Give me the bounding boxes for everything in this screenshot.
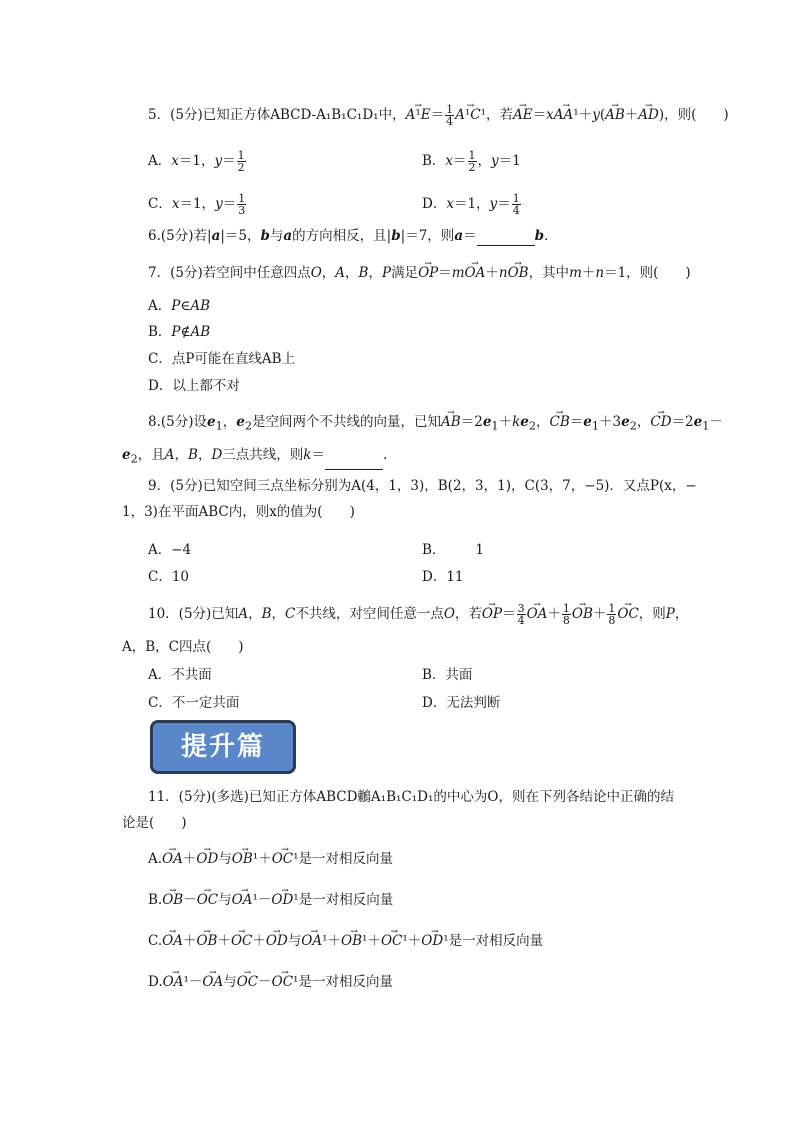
q10-option-c[interactable]: C．不一定共面 bbox=[148, 695, 240, 711]
q9-line1: 9．(5分)已知空间三点坐标分别为A(4，1，3)，B(2，3，1)，C(3，7，−5)．又点P(x，− bbox=[148, 478, 697, 494]
q9-option-b[interactable]: B． 1 bbox=[422, 542, 485, 558]
q10-option-a[interactable]: A．不共面 bbox=[148, 667, 212, 683]
q11-option-c[interactable]: C.→ OA＋→ OB＋→ OC＋→ OD与→ OA¹＋→ OB¹＋→ OC¹＋→ OD¹是一对相反向量 bbox=[148, 930, 543, 951]
q9-line2: 1，3)在平面ABC内，则x的值为( ) bbox=[122, 504, 355, 520]
q6-answer-blank[interactable] bbox=[477, 231, 535, 246]
q11-line2: 论是( ) bbox=[122, 815, 187, 831]
q8-line1: 8.(5分)设$e_1$，$e_2$是空间两个不共线的向量，已知→ $AB=2e_1+ke_2$，→ $CB=e_1+3e_2$，→ $CD=2e_1-$ bbox=[148, 411, 723, 437]
section-banner-advanced: 提升篇 bbox=[150, 720, 296, 774]
q7-option-b[interactable]: B．P∉AB bbox=[148, 324, 211, 340]
q10-option-d[interactable]: D．无法判断 bbox=[422, 695, 501, 711]
q8-line2: $e_2$，且A，B，D三点共线，则k＝ . bbox=[122, 445, 387, 470]
q5-option-b[interactable]: B．x＝ $\frac{1}{2}$ ，y＝1 bbox=[422, 149, 521, 174]
q5-option-c[interactable]: C．x＝1，y＝ $\frac{1}{3}$ bbox=[148, 192, 246, 217]
q9-option-c[interactable]: C．10 bbox=[148, 569, 190, 585]
q10-line2: A，B，C四点( ) bbox=[122, 639, 244, 655]
q11-line1: 11．(5分)(多选)已知正方体ABCD鶒A₁B₁C₁D₁的中心为O，则在下列各结论中正确的结 bbox=[148, 789, 674, 805]
q11-option-b[interactable]: B.→ OB－→ OC与→ OA¹－→ OD¹是一对相反向量 bbox=[148, 889, 393, 910]
q10-option-b[interactable]: B．共面 bbox=[422, 667, 473, 683]
q5-option-d[interactable]: D．x＝1，y＝ $\frac{1}{4}$ bbox=[422, 192, 520, 217]
q11-option-d[interactable]: D.→ OA¹－→ OA与→ OC－→ OC¹是一对相反向量 bbox=[148, 971, 393, 992]
q7-option-c[interactable]: C．点P可能在直线AB上 bbox=[148, 351, 296, 367]
q5-stem: 5．(5分)已知正方体ABCD-A₁B₁C₁D₁中，→ A¹E＝ $\frac{1}{4}$ → A¹C¹，若→ AE＝x→ AA¹＋y(→ AB＋→ AD)，则( ) bbox=[148, 104, 729, 127]
q9-option-d[interactable]: D．11 bbox=[422, 569, 464, 585]
q6-stem: 6.(5分)若|a|＝5，b与a的方向相反，且|b|＝7，则a＝ b. bbox=[148, 228, 549, 244]
q10-line1: 10．(5分)已知A，B，C不共线，对空间任意一点O，若→ OP＝ $\frac{3}{4}$ → OA＋ $\frac{1}{8}$ → OB＋ $\frac{1}{8}$ → OC，则P， bbox=[148, 603, 688, 626]
q5-stem-text: 5．(5分)已知正方体ABCD-A₁B₁C₁D₁中， bbox=[148, 107, 406, 123]
q5-option-a[interactable]: A．x＝1，y＝ $\frac{1}{2}$ bbox=[148, 149, 245, 174]
q7-option-d[interactable]: D．以上都不对 bbox=[148, 378, 240, 394]
q7-option-a[interactable]: A．P∈AB bbox=[148, 298, 210, 314]
q7-stem: 7．(5分)若空间中任意四点O，A，B，P满足→ OP＝m→ OA＋n→ OB，其中m＋n＝1，则( ) bbox=[148, 262, 691, 283]
q9-option-a[interactable]: A．−4 bbox=[148, 542, 192, 558]
q8-answer-blank[interactable] bbox=[325, 455, 383, 470]
q11-option-a[interactable]: A.→ OA＋→ OD与→ OB¹＋→ OC¹是一对相反向量 bbox=[148, 848, 393, 869]
